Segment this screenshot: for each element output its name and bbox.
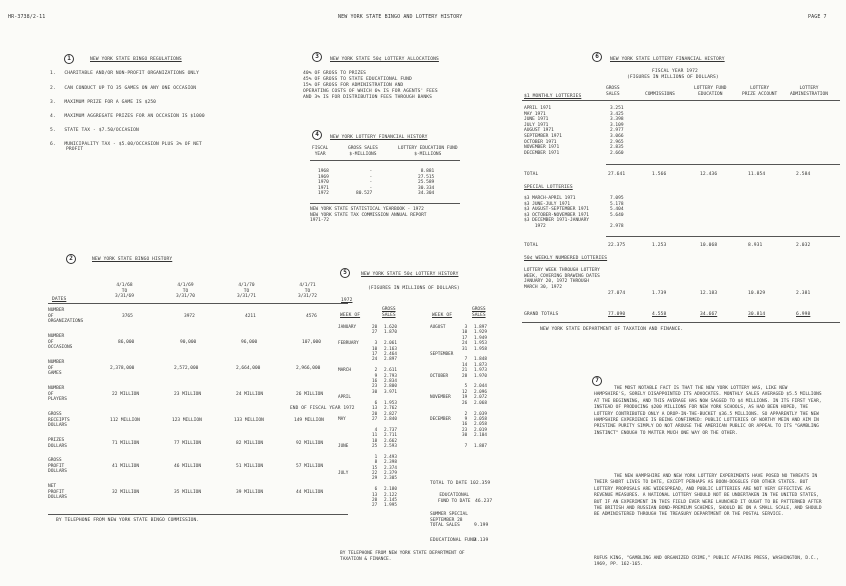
section-2-title: NEW YORK STATE BINGO HISTORY — [92, 257, 173, 262]
section-4-title: NEW YORK LOTTERY FINANCIAL HISTORY — [330, 135, 428, 140]
row-label: NUMBER OF ORGANIZATIONS — [48, 308, 84, 325]
list-item: 4. MAXIMUM AGGREGATE PRIZES FOR AN OCCASION IS $1000 — [50, 114, 205, 119]
row-label: GROSS PROFIT DOLLARS — [48, 458, 67, 475]
row-label: NET PROFIT DOLLARS — [48, 484, 67, 501]
monthly-lottery-sales: 3.251 3.425 3.398 3.109 2.977 3.066 2.965 2.835 2.660 — [610, 106, 624, 156]
section-5-title: NEW YORK STATE 50¢ LOTTERY HISTORY — [361, 272, 459, 277]
commentary-paragraph-1: THE MOST NOTABLE FACT IS THAT THE NEW YORK LOTTERY WAS, LIKE NEW HAMPSHIRE'S, SORELY DISAPPOINTED ITS ADVOCATES. MONTHLY SALES AVERAGED $5.5 MILLIONS AT THE BEGINNING, AND THIS AVERAGE HAS NOW SAGGED TO $4 MILLIONS. IN ITS FIRST YEAR, INSTEAD OF PRODUCING $200 MILLIONS FOR NEW YORK SCHOOLS, AS HAD BEEN HOPED, THE LOTTERY CONTRIBUTED ONLY A DROP-IN-THE-BUCKET $36.5 MILLIONS. SO APPARENTLY THE NEW HAMPSHIRE EXPERIENCE IS BEING CONFIRMED: PUBLIC LOTTERIES OF WORTHY MEIN AND AIM IN PRISTINE PURITY SIMPLY DO NOT AROUSE THE AMERICAN PUBLIC OR APPEAL TO ITS "GAMBLING INSTINCT" ENOUGH TO MATTER MUCH ONE WAY OR THE OTHER. — [594, 386, 822, 436]
summer-special-value: 9.199 — [474, 523, 489, 528]
allocation-line: 15% OF GROSS FOR ADMINISTRATION AND — [303, 83, 404, 88]
edu-fund-label: EDUCATIONAL FUND — [430, 538, 476, 543]
bingo-footnote: BY TELEPHONE FROM NEW YORK STATE BINGO COMMISSION. — [56, 518, 200, 523]
divider — [310, 160, 460, 161]
allocation-line: 45% OF GROSS TO STATE EDUCATIONAL FUND — [303, 77, 412, 82]
weekly-sales-left: 1.620 1.870 2.061 2.163 2.464 2.897 2.611 2.793 2.834 2.800 3.971 1.953 2.762 2.827 2.840 2.737 2.711 2.662 2.593 2.493 2.398 2.374 2.379 2.305 2.180 2.122 2.145 1.995 — [384, 325, 397, 509]
list-item: 6. MUNICIPALITY TAX - $5.00/OCCASION PLUS 3% OF NET — [50, 142, 202, 147]
divider — [48, 303, 348, 304]
cell: 107,000 — [302, 340, 321, 345]
section-number-3: 3 — [312, 52, 322, 62]
divider — [606, 164, 840, 165]
cell: 133 MILLION — [234, 418, 264, 423]
edu-fund-value: 4.139 — [474, 538, 489, 543]
cell: 23 MILLION — [174, 392, 202, 397]
allocation-line: 40% OF GROSS TO PRIZES — [303, 71, 367, 76]
week-of-header: WEEK OF — [340, 313, 361, 318]
cell: 2,966,000 — [296, 366, 321, 371]
section-1-title: NEW YORK STATE BINGO REGULATIONS — [90, 57, 182, 62]
gross-sales-header: GROSS SALES — [382, 307, 396, 318]
special-lottery-names: $3 MARCH-APRIL 1971 $3 JUNE-JULY 1971 $3 AUGUST-SEPTEMBER 1971 $3 OCTOBER-NOVEMBER 1971 $3 DECEMBER 1971-JANUARY 1972 — [524, 196, 590, 229]
period-header: 4/1/68 TO 3/31/69 — [115, 283, 134, 300]
list-item: 5. STATE TAX - $7.50/OCCASION — [50, 128, 139, 133]
col-head: LOTTERY FUND EDUCATION — [694, 86, 727, 97]
cell: 2,664,000 — [236, 366, 261, 371]
cell: 26 MILLION — [296, 392, 324, 397]
citation: RUFUS KING, "GAMBLING AND ORGANIZED CRIME," PUBLIC AFFAIRS PRESS, WASHINGTON, D.C., 1969, PP. 162-165. — [594, 556, 819, 567]
grand-total-value: 30.814 — [748, 312, 766, 317]
edu-fund-to-date-label: EDUCATIONAL FUND TO DATE — [438, 493, 471, 504]
col-head: GROSS SALES — [606, 86, 620, 97]
cell: 44 MILLION — [296, 490, 324, 495]
allocation-line: OPERATING COSTS OF WHICH 6% IS FOR AGENTS' FEES — [303, 89, 438, 94]
week-of-header: WEEK OF — [432, 313, 453, 318]
divider — [310, 203, 460, 204]
section-3-title: NEW YORK STATE 50¢ LOTTERY ALLOCATIONS — [330, 57, 439, 62]
weekly-sales-right: 1.897 1.929 1.949 1.953 1.958 1.848 1.873 1.973 1.970 2.044 2.096 2.072 2.068 2.039 2.058 2.058 2.019 2.104 1.887 — [474, 325, 487, 449]
cell: 57 MILLION — [296, 464, 324, 469]
special-lottery-sales: 7.095 5.178 5.404 5.640 2.978 — [610, 196, 624, 229]
total-value: 22.375 — [608, 243, 626, 248]
cell: 90,000 — [180, 340, 197, 345]
cell: 4211 — [245, 314, 256, 319]
edu-fund-to-date-value: 46.237 — [475, 499, 493, 504]
list-item: 3. MAXIMUM PRIZE FOR A GAME IS $250 — [50, 100, 157, 105]
col-head-fiscal-year: FISCAL YEAR — [312, 146, 329, 157]
row-label: NUMBER OF GAMES — [48, 360, 65, 377]
grand-total-value: 6.998 — [796, 312, 811, 317]
grand-totals-label: GRAND TOTALS — [524, 312, 559, 317]
monthly-lottery-names: APRIL 1971 MAY 1971 JUNE 1971 JULY 1971 AUGUST 1971 SEPTEMBER 1971 OCTOBER 1971 NOVEMBER 1971 DECEMBER 1971 — [524, 106, 562, 156]
gross-sales-header: GROSS SALES — [472, 307, 486, 318]
row-label: NUMBER OF PLAYERS — [48, 386, 67, 403]
row-label: PRIZES DOLLARS — [48, 438, 67, 449]
cell: 2,572,000 — [174, 366, 199, 371]
weekly-value: 1.739 — [652, 291, 667, 296]
cell: 96,000 — [241, 340, 258, 345]
total-value: 8.931 — [748, 243, 763, 248]
weekly-value: 10.829 — [748, 291, 766, 296]
total-to-date: TOTAL TO DATE 102.359 — [430, 481, 491, 486]
cell: 46 MILLION — [174, 464, 202, 469]
grand-total-value: 77.090 — [608, 312, 626, 317]
section-number-7: 7 — [592, 376, 602, 386]
allocation-line: AND 3% IS FOR DISTRIBUTION FEES THROUGH BANKS — [303, 95, 432, 100]
section-6-title: NEW YORK STATE LOTTERY FINANCIAL HISTORY — [610, 57, 725, 62]
cell: 51 MILLION — [236, 464, 264, 469]
cell: 82 MILLION — [236, 441, 264, 446]
total-value: 12.436 — [700, 172, 718, 177]
period-header: 4/1/70 TO 3/31/71 — [237, 283, 256, 300]
cell: 3972 — [184, 314, 195, 319]
divider — [522, 322, 840, 323]
doc-title: NEW YORK STATE BINGO AND LOTTERY HISTORY — [338, 14, 463, 20]
financial-source: NEW YORK STATE DEPARTMENT OF TAXATION AND FINANCE. — [540, 327, 684, 332]
cell: 71 MILLION — [112, 441, 140, 446]
cell: 22 MILLION — [112, 392, 140, 397]
cell: 39 MILLION — [236, 490, 264, 495]
section-number-6: 6 — [592, 52, 602, 62]
col-head: LOTTERY PRIZE ACCOUNT — [742, 86, 778, 97]
total-value: 27.641 — [608, 172, 626, 177]
weekly-days-right: 3 10 17 24 31 7 14 21 28 5 12 19 26 2 9 16 23 30 7 — [462, 325, 468, 449]
cell: 92 MILLION — [296, 441, 324, 446]
dates-label: DATES — [52, 297, 67, 302]
cell: 86,000 — [118, 340, 135, 345]
section-5-subtitle: (FIGURES IN MILLIONS OF DOLLARS) — [368, 286, 460, 291]
cell: 3765 — [122, 314, 133, 319]
cell: 123 MILLION — [172, 418, 202, 423]
page-number: PAGE 7 — [808, 14, 827, 20]
col-head: LOTTERY ADMINISTRATION — [790, 86, 828, 97]
total-value: 10.068 — [700, 243, 718, 248]
row-label: NUMBER OF OCCASIONS — [48, 334, 73, 351]
year-1972: 1972 — [341, 298, 353, 303]
fiscal-year-end-label: END OF FISCAL YEAR 1972 — [290, 406, 355, 411]
weekly-footnote: BY TELEPHONE FROM NEW YORK STATE DEPARTMENT OF TAXATION & FINANCE. — [340, 551, 465, 562]
commentary-paragraph-2: THE NEW HAMPSHIRE AND NEW YORK LOTTERY EXPERIMENTS HAVE POSED NO THREATS IN THEIR SHORT LIVES TO DATE, EXCEPT PERHAPS AS BOON-DOGGLES FOR OTHER STATES. BUT LOTTERY PROPOSALS ARE WIDESPREAD, AND PUBLIC LOTTERIES ARE NOT VERY EFFECTIVE AS REVENUE MEASURES. A NATIONAL LOTTERY SHOULD NOT BE UNDERTAKEN IN THE UNITED STATES, BUT IF AN EXPERIMENT IN THIS FIELD EVER WERE LAUNCHED IT OUGHT TO BE PATTERNED AFTER THE BRITISH AND RUSSIAN BOND-PREMIUM SCHEMES, SHOULD BE ON A SMALL SCALE, AND SHOULD BE ADMINISTERED THROUGH THE TREASURY DEPARTMENT OR THE POSTAL SERVICE. — [594, 474, 822, 518]
section-number-2: 2 — [66, 254, 76, 264]
fiscal-year-label: FISCAL YEAR 1972 — [652, 69, 698, 74]
total-label: TOTAL — [524, 243, 539, 248]
weekly-value: 12.183 — [700, 291, 718, 296]
total-value: 1.566 — [652, 172, 667, 177]
total-value: 11.054 — [748, 172, 766, 177]
col-head-gross-sales: GROSS SALES $-MILLIONS — [348, 146, 378, 157]
total-label: TOTAL — [524, 172, 539, 177]
cell: 149 MILLION — [294, 418, 324, 423]
cell: 4576 — [306, 314, 317, 319]
cell: 41 MILLION — [112, 464, 140, 469]
section-number-4: 4 — [312, 130, 322, 140]
fiscal-year-subtitle: (FIGURES IN MILLIONS OF DOLLARS) — [627, 75, 719, 80]
weekly-value: 2.381 — [796, 291, 811, 296]
list-item-continuation: PROFIT — [66, 147, 84, 152]
education-fund-values: 8.881 27.515 25.589 30.334 34.304 — [418, 169, 435, 197]
gross-sales-values: - - - - 80.527 — [356, 169, 373, 197]
grand-total-value: 4.558 — [652, 312, 667, 317]
fiscal-years: 1968 1969 1970 1971 1972 — [318, 169, 329, 197]
divider — [606, 236, 840, 237]
section-number-1: 1 — [64, 54, 74, 64]
monthly-lotteries-head: $1 MONTHLY LOTTERIES — [524, 94, 582, 99]
row-label: GROSS RECEIPTS DOLLARS — [48, 412, 70, 429]
divider — [522, 100, 840, 101]
grand-total-value: 34.667 — [700, 312, 718, 317]
cell: 35 MILLION — [174, 490, 202, 495]
col-head-education-fund: LOTTERY EDUCATION FUND $-MILLIONS — [398, 146, 458, 157]
weekly-days-left: 20 27 3 10 17 24 2 9 16 23 30 6 13 20 27 4 11 18 25 1 8 15 22 29 6 13 20 27 — [372, 325, 378, 509]
weekly-lottery-description: LOTTERY WEEK THROUGH LOTTERY WEEK, COVERING DRAWING DATES JANUARY 20, 1972 THROUGH MARCH 30, 1972 — [524, 268, 600, 290]
weekly-value: 27.074 — [608, 291, 626, 296]
list-item: 2. CAN CONDUCT UP TO 35 GAMES ON ANY ONE OCCASION — [50, 86, 197, 91]
weekly-months-left: JANUARY FEBRUARY MARCH APRIL MAY JUNE JULY — [338, 325, 359, 476]
weekly-months-right: AUGUST SEPTEMBER OCTOBER NOVEMBER DECEMBER — [430, 325, 454, 422]
summer-special-label: SUMMER SPECIAL SEPTEMBER 28 TOTAL SALES — [430, 512, 468, 529]
cell: 24 MILLION — [236, 392, 264, 397]
total-value: 1.253 — [652, 243, 667, 248]
divider — [48, 514, 348, 515]
col-head: COMMISSIONS — [645, 92, 675, 97]
cell: 112 MILLION — [110, 418, 140, 423]
cell: 32 MILLION — [112, 490, 140, 495]
weekly-lotteries-head: 50¢ WEEKLY NUMBERED LOTTERIES — [524, 256, 608, 261]
total-value: 2.032 — [796, 243, 811, 248]
total-value: 2.584 — [796, 172, 811, 177]
cell: 2,378,000 — [110, 366, 135, 371]
period-header: 4/1/71 TO 3/31/72 — [298, 283, 317, 300]
period-header: 4/1/69 TO 3/31/70 — [176, 283, 195, 300]
statistics-sources: NEW YORK STATE STATISTICAL YEARBOOK - 1972 NEW YORK STATE TAX COMMISSION ANNUAL REPORT 1971-72 — [310, 207, 427, 224]
cell: 77 MILLION — [174, 441, 202, 446]
section-number-5: 5 — [340, 268, 350, 278]
special-lotteries-head: SPECIAL LOTTERIES — [524, 185, 573, 190]
list-item: 1. CHARITABLE AND/OR NON-PROFIT ORGANIZATIONS ONLY — [50, 71, 200, 76]
doc-id: HR-3738/2-11 — [8, 14, 46, 20]
